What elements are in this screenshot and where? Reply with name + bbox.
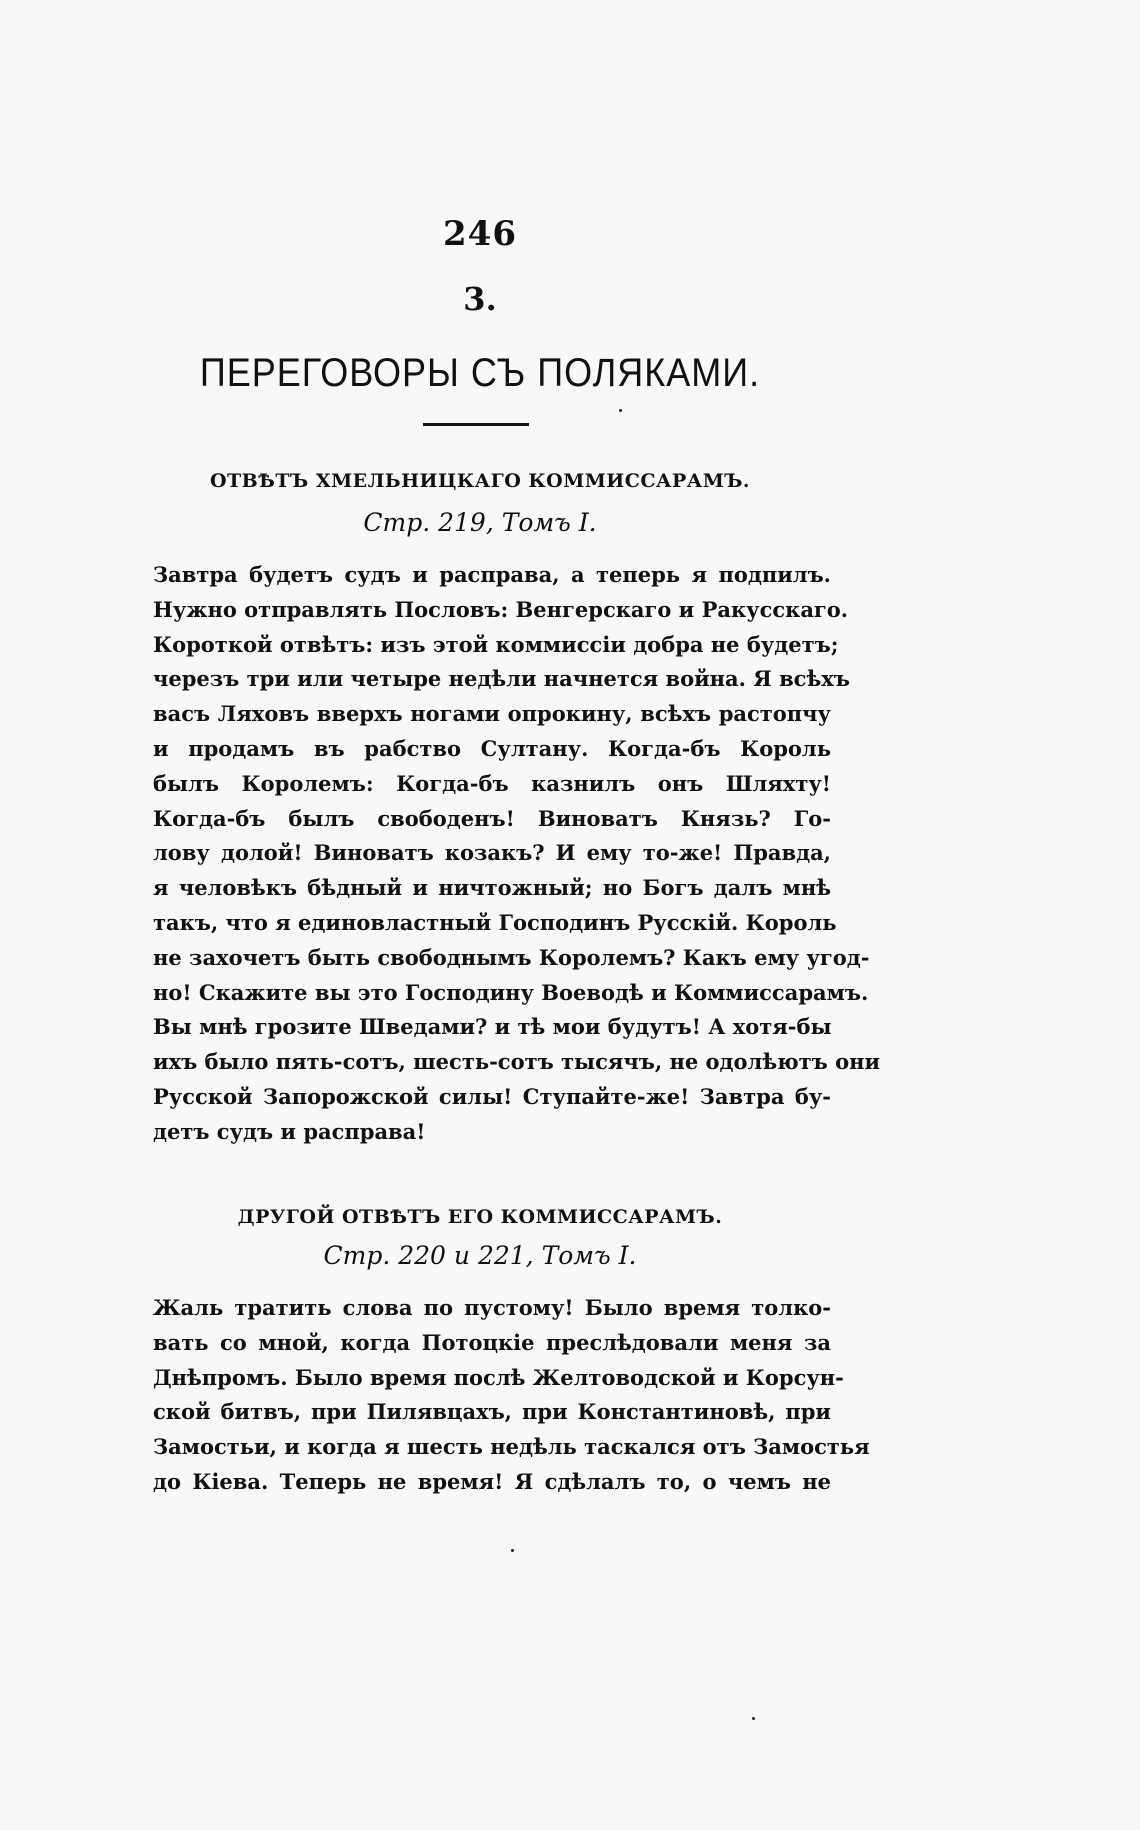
page-number: 246: [443, 214, 517, 254]
text-line: вать со мной, когда Потоцкіе преслѣдовали меня за: [153, 1329, 831, 1355]
section-paragraph: [153, 1291, 870, 1500]
text-line: Замостьи, и когда я шесть недѣль таскался отъ Замостья: [153, 1434, 870, 1460]
text-line: я человѣкъ бѣдный и ничтожный; но Богъ далъ мнѣ: [153, 875, 831, 901]
text-line: Короткой отвѣтъ: изъ этой коммиссіи добра не будетъ;: [153, 631, 839, 657]
text-line: черезъ три или четыре недѣли начнется война. Я всѣхъ: [153, 666, 850, 692]
section-heading: ДРУГОЙ ОТВѢТЪ ЕГО КОММИССАРАМЪ.: [237, 1206, 723, 1228]
text-line: до Кіева. Теперь не время! Я сдѣлалъ то, о чемъ не: [153, 1468, 831, 1494]
print-speck: [511, 1549, 514, 1552]
text-line: былъ Королемъ: Когда-бъ казнилъ онъ Шляхту!: [153, 770, 831, 796]
text-line: не захочетъ быть свободнымъ Королемъ? Какъ ему угод-: [153, 944, 870, 970]
section-paragraph: [153, 558, 881, 1150]
text-line: такъ, что я единовластный Господинъ Русскій. Король: [153, 909, 837, 935]
text-line: ской битвъ, при Пилявцахъ, при Константиновѣ, при: [153, 1399, 831, 1425]
text-line: Жаль тратить слова по пустому! Было время толко-: [153, 1295, 831, 1320]
print-speck: [619, 409, 622, 412]
text-line: Когда-бъ былъ свободенъ! Виноватъ Князь? Го-: [153, 805, 831, 831]
text-line: Завтра будетъ судъ и расправа, а теперь я подпилъ.: [153, 562, 831, 587]
text-line: лову долой! Виноватъ козакъ? И ему то-же! Правда,: [153, 840, 831, 866]
title-divider: [423, 423, 529, 426]
text-line: детъ судъ и расправа!: [153, 1118, 426, 1144]
text-line: и продамъ въ рабство Султану. Когда-бъ Король: [153, 735, 831, 761]
text-line: Нужно отправлять Пословъ: Венгерскаго и Ракусскаго.: [153, 596, 849, 622]
section-heading: ОТВѢТЪ ХМЕЛЬНИЦКАГО КОММИССАРАМЪ.: [209, 470, 751, 492]
text-line: Днѣпромъ. Было время послѣ Желтоводской и Корсун-: [153, 1364, 844, 1390]
text-line: Русской Запорожской силы! Ступайте-же! Завтра бу-: [153, 1083, 831, 1109]
text-line: васъ Ляховъ вверхъ ногами опрокину, всѣхъ растопчу: [153, 701, 831, 727]
print-speck: [752, 1717, 755, 1720]
text-line: Вы мнѣ грозите Шведами? и тѣ мои будутъ! А хотя-бы: [153, 1014, 832, 1040]
text-line: ихъ было пять-сотъ, шесть-сотъ тысячъ, не одолѣютъ они: [153, 1049, 881, 1075]
chapter-title: ПЕРЕГОВОРЫ СЪ ПОЛЯКАМИ.: [199, 349, 761, 395]
section-citation: Стр. 220 и 221, Томъ I.: [323, 1241, 637, 1270]
text-line: но! Скажите вы это Господину Воеводѣ и Коммиссарамъ.: [153, 979, 869, 1005]
section-citation: Стр. 219, Томъ I.: [363, 508, 597, 537]
section-number: 3.: [463, 280, 497, 318]
